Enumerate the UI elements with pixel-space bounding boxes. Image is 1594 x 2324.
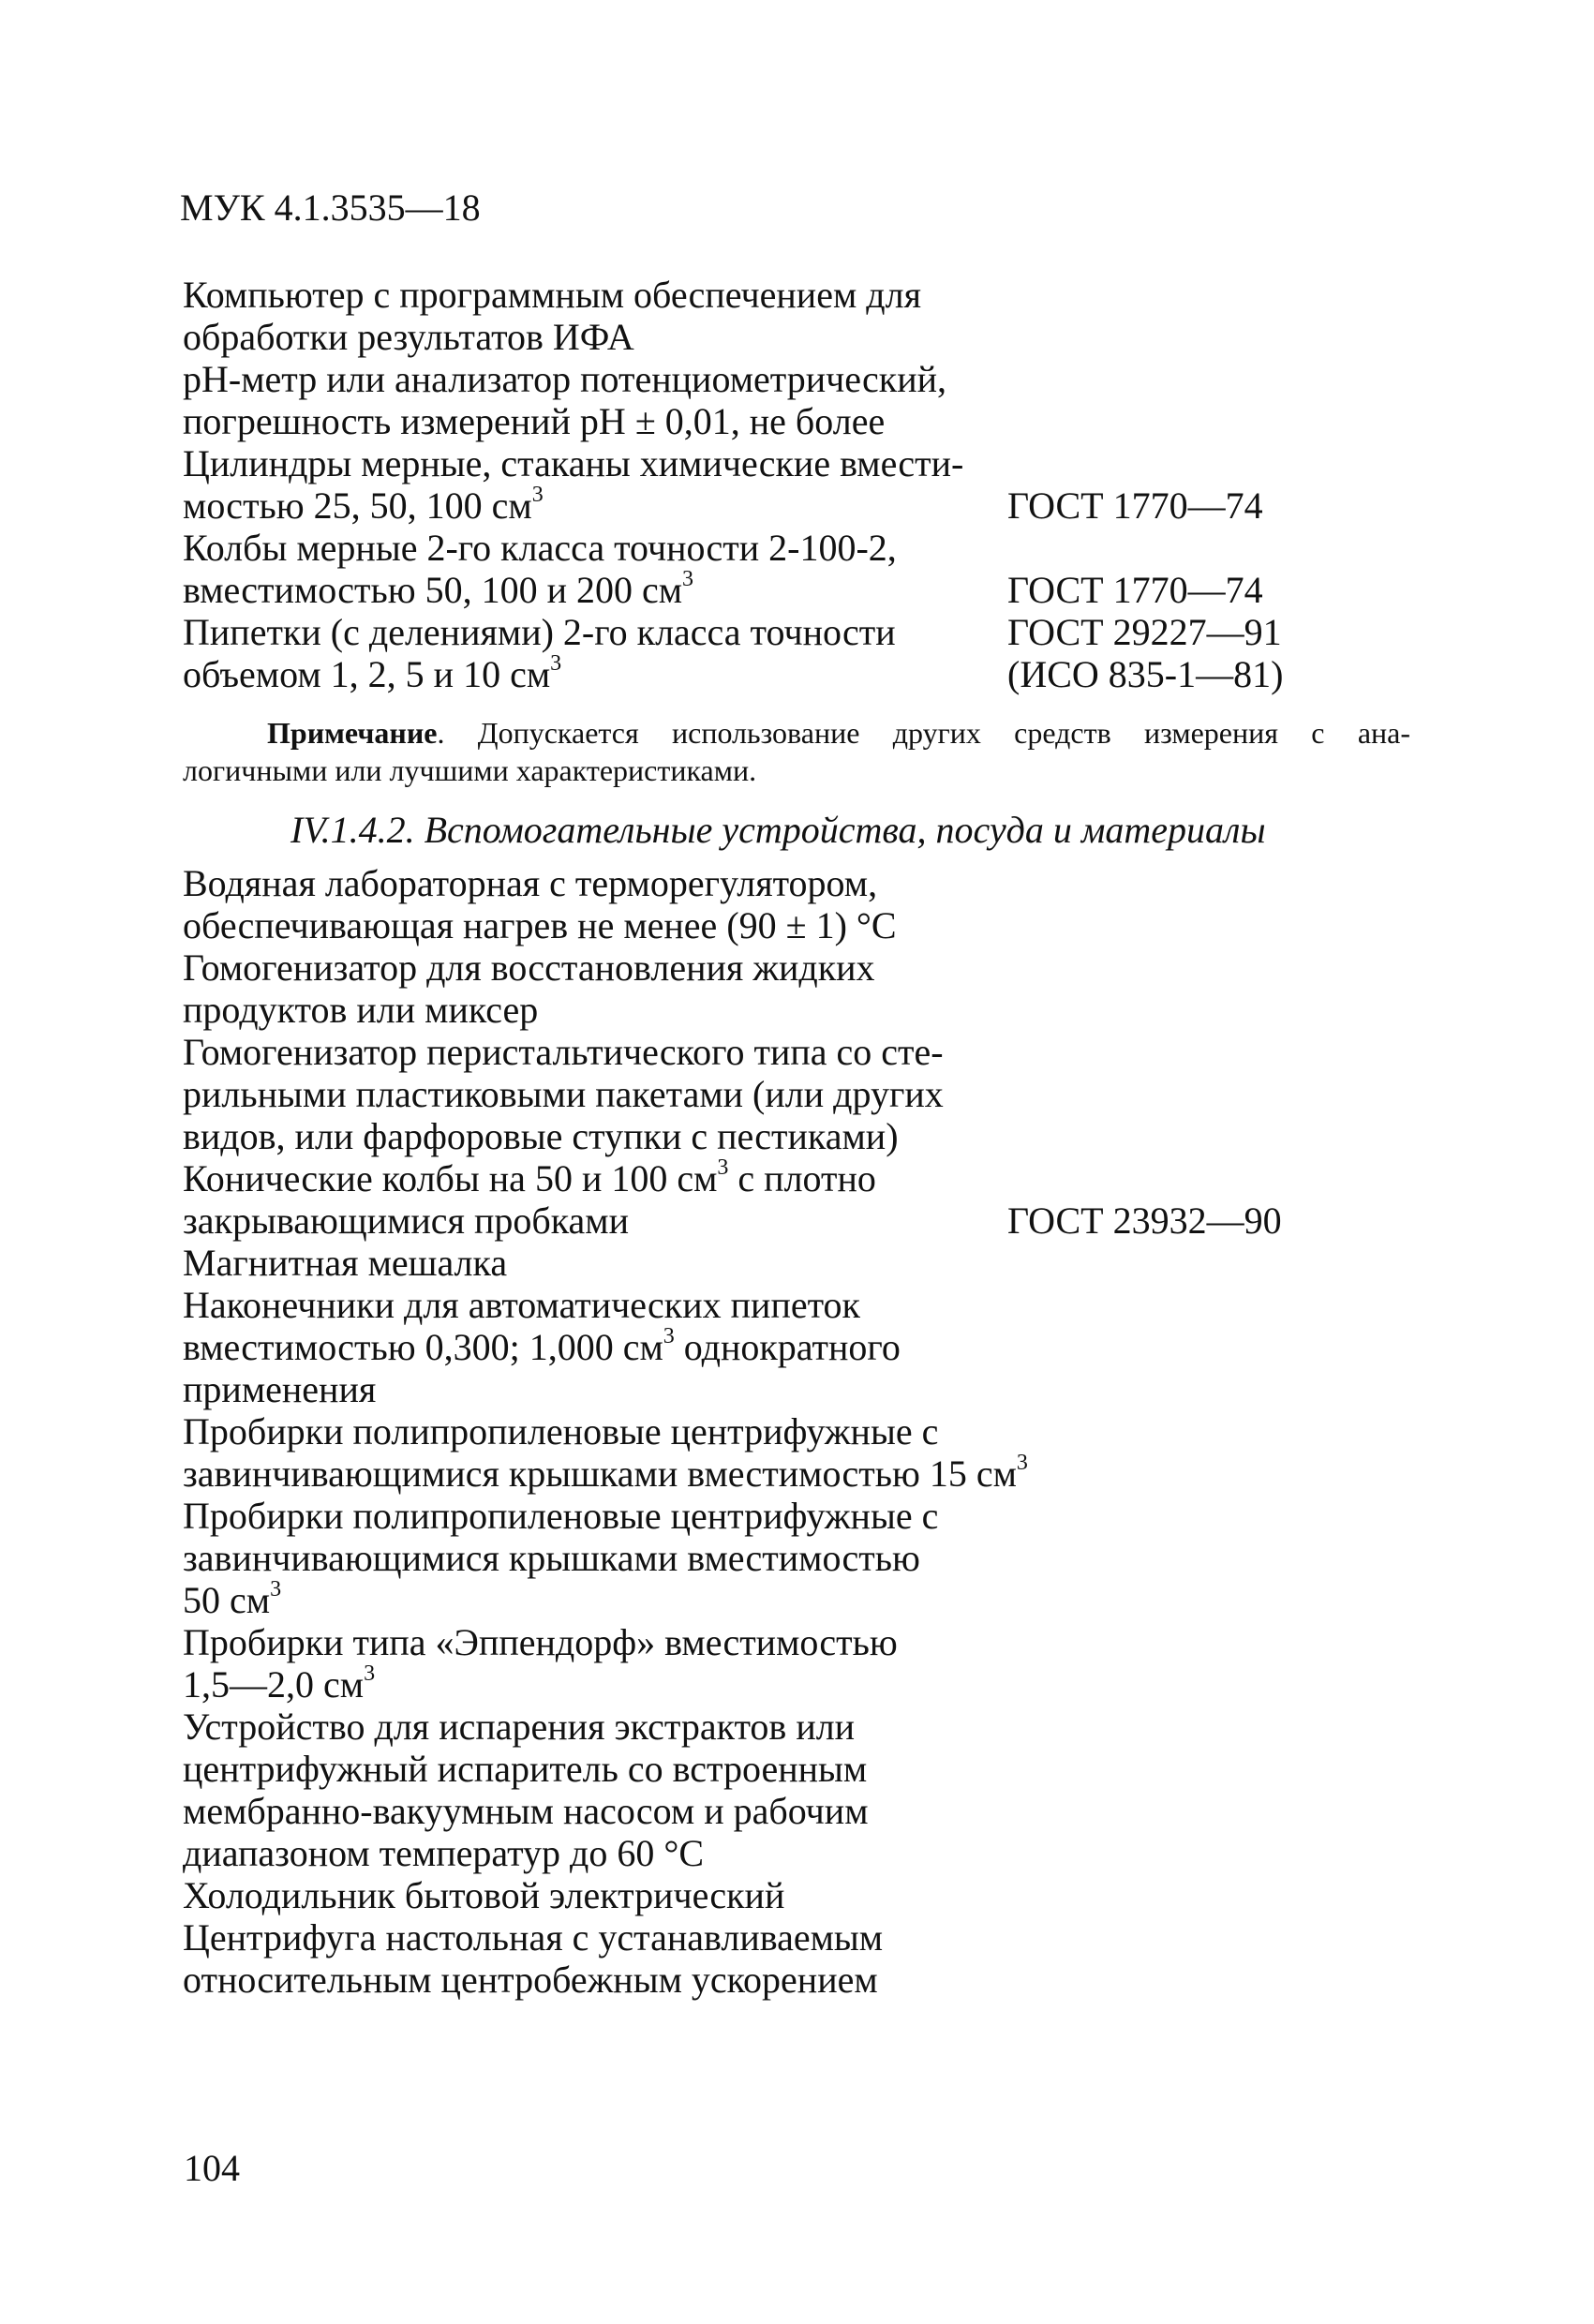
list-item: Гомогенизатор перистальтического типа со сте- рильными пластиковыми пакетами (или других видов, или фарфоровые ступки с пестиками) [183, 1031, 944, 1157]
list-item: Конические колбы на 50 и 100 $см^3$ с плотно закрывающимися пробками ГОСТ 23932—90 [183, 1157, 1307, 1242]
list-item: Водяная лабораторная с терморегулятором, обеспечивающая нагрев не менее (90 ± 1) °С [183, 862, 897, 946]
standard-reference: ГОСТ 29227—91 (ИСО 835-1—81) [1007, 611, 1284, 695]
page-number: 104 [184, 2147, 240, 2189]
list-item: Устройство для испарения экстрактов или центрифужный испаритель со встроенным мембранно-вакуумным насосом и рабочим диапазоном температур до 60 °С [183, 1706, 869, 1874]
note: Примечание. Допускается использование других средств измерения с ана- логичными или лучшими характеристиками. [183, 716, 1410, 787]
list-item: Пробирки полипропиленовые центрифужные с завинчивающимися крышками вместимостью 15 $см^3$ [183, 1410, 1028, 1495]
standard-reference: ГОСТ 1770—74 [1007, 484, 1263, 527]
subsection-title: IV.1.4.2. Вспомогательные устройства, посуда и материалы [290, 809, 1266, 851]
list-item: Цилиндры мерные, стаканы химические вмести- мостью 25, 50, 100 $см^3$ ГОСТ 1770—74 [183, 442, 1307, 527]
auxiliary-items-list [183, 862, 1307, 2001]
document-code: МУК 4.1.3535—18 [180, 186, 481, 229]
note-label: Примечание [267, 716, 438, 750]
page-header [180, 186, 481, 231]
standard-reference: ГОСТ 23932—90 [1007, 1199, 1282, 1242]
list-item: Центрифуга настольная с устанавливаемым относительным центробежным ускорением [183, 1916, 884, 2001]
list-item: Пипетки (с делениями) 2-го класса точности объемом 1, 2, 5 и 10 $см^3$ ГОСТ 29227—91 (ИСО 835-1—81) [183, 611, 1307, 695]
standard-reference: ГОСТ 1770—74 [1007, 569, 1263, 611]
list-item: Магнитная мешалка [183, 1242, 508, 1284]
list-item: Холодильник бытовой электрический [183, 1874, 785, 1916]
list-item: Наконечники для автоматических пипеток вместимостью 0,300; 1,000 $см^3$ однократного применения [183, 1284, 901, 1410]
list-item: Пробирки полипропиленовые центрифужные с завинчивающимися крышками вместимостью 50 $см^3$ [183, 1495, 939, 1621]
list-item: Колбы мерные 2-го класса точности 2-100-2, вместимостью 50, 100 и 200 $см^3$ ГОСТ 1770—74 [183, 527, 1307, 611]
measuring-instruments-list [183, 274, 1307, 695]
list-item: Пробирки типа «Эппендорф» вместимостью 1,5—2,0 $см^3$ [183, 1621, 898, 1706]
list-item: pH-метр или анализатор потенциометрический, погрешность измерений pH ± 0,01, не более [183, 358, 946, 442]
list-item: Компьютер с программным обеспечением для обработки результатов ИФА [183, 274, 921, 358]
list-item: Гомогенизатор для восстановления жидких продуктов или миксер [183, 946, 875, 1031]
